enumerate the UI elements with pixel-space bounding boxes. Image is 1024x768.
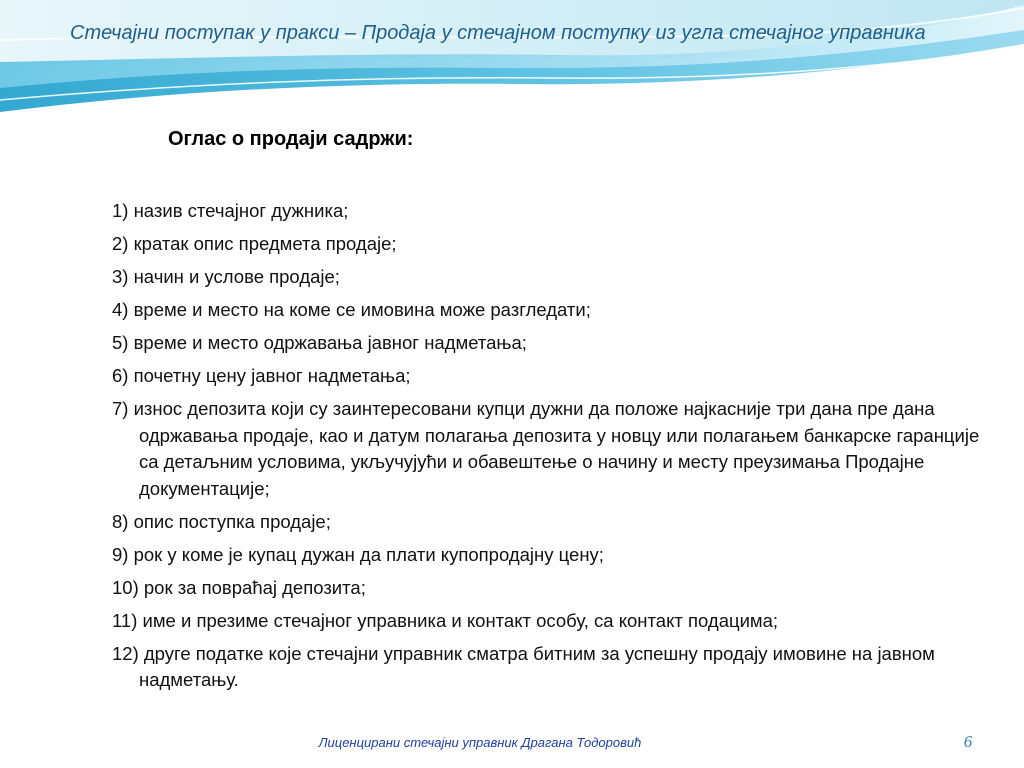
list-item: 5) време и место одржавања јавног надметања;	[112, 332, 527, 353]
list-item: 12) друге податке које стечајни управник сматра битним за успешну продају имовине на јавном надметању.	[112, 642, 935, 690]
list-item: 7) износ депозита који су заинтересовани купци дужни да положе најкасније три дана пре дана одржавања продаје, као и датум полагања депозита у новцу или полагањем банкарске гаранције са детаљним условима, укључујући и обавештење о начину и месту преузимања Продајне документације;	[112, 398, 980, 499]
page-number: 6	[963, 732, 973, 751]
list-item: 3) начин и услове продаје;	[112, 266, 340, 287]
header-wave-decoration	[0, 0, 1024, 120]
list-item: 4) време и место на коме се имовина може разгледати;	[112, 299, 591, 320]
section-heading: Оглас о продаји садржи:	[168, 128, 414, 150]
requirements-list	[112, 198, 982, 700]
slide-title: Стечајни поступак у пракси – Продаја у стечајном поступку из угла стечајног управника	[70, 22, 926, 44]
list-item: 9) рок у коме је купац дужан да плати купопродајну цену;	[112, 543, 604, 565]
list-item: 10) рок за повраћај депозита;	[112, 576, 366, 598]
list-item: 8) опис поступка продаје;	[112, 510, 331, 532]
list-item: 6) почетну цену јавног надметања;	[112, 365, 411, 386]
footer-author: Лиценцирани стечајни управник Драгана Тодоровић	[318, 735, 642, 750]
list-item: 2) кратак опис предмета продаје;	[112, 233, 397, 254]
list-item: 11) име и презиме стечајног управника и контакт особу, са контакт подацима;	[112, 609, 779, 631]
list-item: 1) назив стечајног дужника;	[112, 200, 349, 221]
